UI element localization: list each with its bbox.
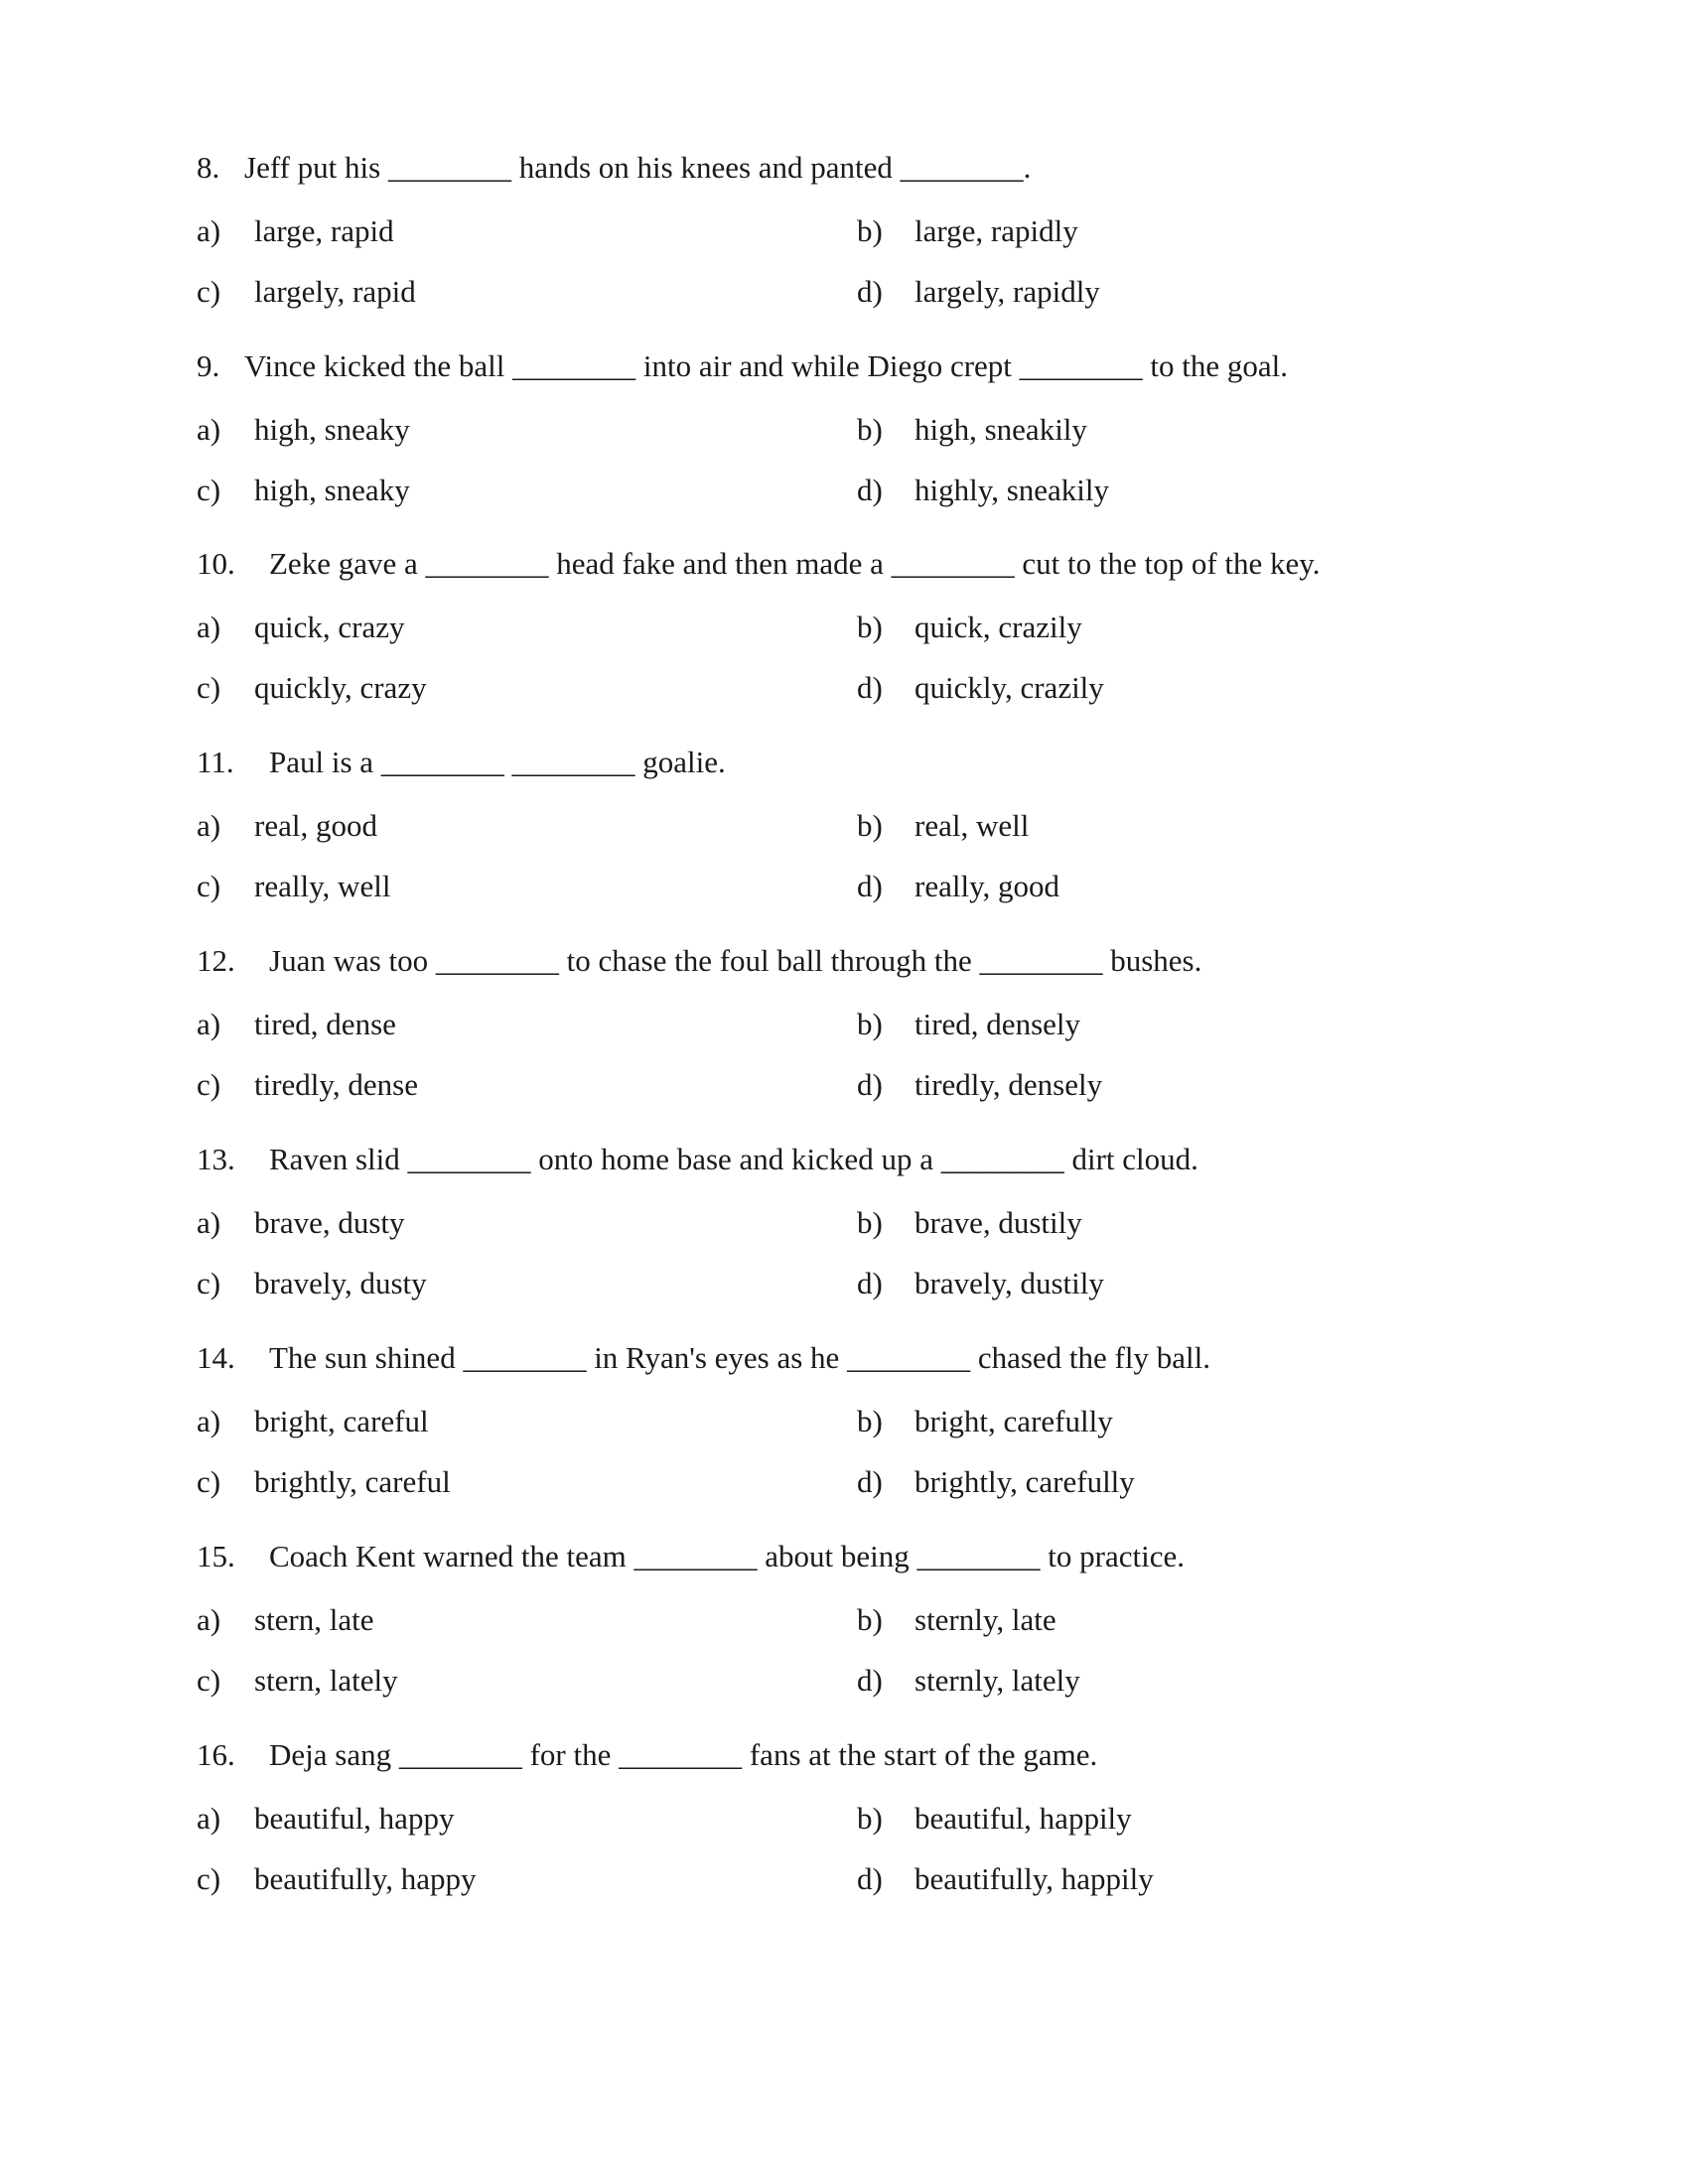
option-letter: c) — [197, 869, 221, 903]
option-c[interactable] — [197, 1462, 451, 1502]
option-b[interactable] — [857, 1005, 1080, 1044]
question-prompt — [197, 544, 1321, 584]
option-text: stern, late — [254, 1602, 374, 1637]
option-text: tired, densely — [914, 1007, 1081, 1041]
option-text: tiredly, densely — [914, 1067, 1103, 1102]
option-text: bright, carefully — [914, 1404, 1113, 1438]
option-text: brightly, carefully — [914, 1464, 1135, 1499]
option-letter: b) — [857, 1007, 883, 1041]
option-letter: d) — [857, 1067, 883, 1102]
question-number: 10. — [197, 546, 235, 581]
option-text: brave, dusty — [254, 1205, 405, 1240]
option-a[interactable] — [197, 608, 404, 647]
option-d[interactable] — [857, 668, 1104, 708]
question-text: Raven slid ________ onto home base and kicked up a ________ dirt cloud. — [269, 1142, 1198, 1176]
question-11 — [197, 743, 1487, 941]
option-letter: b) — [857, 213, 883, 248]
question-prompt — [197, 1735, 1097, 1775]
option-text: brightly, careful — [254, 1464, 451, 1499]
option-d[interactable] — [857, 471, 1109, 510]
option-letter: a) — [197, 1404, 221, 1438]
option-text: tired, dense — [254, 1007, 396, 1041]
option-text: quickly, crazily — [914, 670, 1104, 705]
option-letter: c) — [197, 1861, 221, 1896]
question-prompt — [197, 941, 1201, 981]
option-text: bravely, dustily — [914, 1266, 1104, 1300]
option-b[interactable] — [857, 608, 1082, 647]
option-a[interactable] — [197, 806, 377, 846]
option-a[interactable] — [197, 1005, 396, 1044]
option-d[interactable] — [857, 1661, 1080, 1701]
option-letter: b) — [857, 1404, 883, 1438]
option-letter: c) — [197, 473, 221, 507]
option-c[interactable] — [197, 867, 390, 906]
option-d[interactable] — [857, 867, 1059, 906]
option-text: high, sneakily — [914, 412, 1087, 447]
option-text: highly, sneakily — [914, 473, 1110, 507]
option-text: bright, careful — [254, 1404, 429, 1438]
option-text: quick, crazy — [254, 610, 405, 644]
question-number: 8. — [197, 150, 220, 185]
question-8 — [197, 148, 1487, 346]
option-b[interactable] — [857, 410, 1087, 450]
option-text: high, sneaky — [254, 412, 410, 447]
option-letter: d) — [857, 1464, 883, 1499]
option-letter: b) — [857, 412, 883, 447]
option-d[interactable] — [857, 1859, 1154, 1899]
question-10 — [197, 544, 1487, 743]
option-a[interactable] — [197, 1203, 405, 1243]
option-b[interactable] — [857, 806, 1029, 846]
option-letter: d) — [857, 1663, 883, 1698]
option-letter: d) — [857, 274, 883, 309]
option-text: beautifully, happy — [254, 1861, 477, 1896]
question-12 — [197, 941, 1487, 1140]
question-number: 13. — [197, 1142, 235, 1176]
option-letter: c) — [197, 1663, 221, 1698]
option-a[interactable] — [197, 211, 394, 251]
option-text: real, well — [914, 808, 1030, 843]
question-text: Paul is a ________ ________ goalie. — [269, 745, 726, 779]
question-prompt — [197, 1140, 1198, 1179]
option-letter: c) — [197, 1464, 221, 1499]
option-letter: b) — [857, 610, 883, 644]
question-number: 12. — [197, 943, 235, 978]
question-prompt — [197, 1338, 1210, 1378]
option-c[interactable] — [197, 1859, 477, 1899]
question-number: 14. — [197, 1340, 235, 1375]
option-a[interactable] — [197, 1600, 374, 1640]
option-c[interactable] — [197, 1661, 398, 1701]
option-letter: a) — [197, 808, 221, 843]
option-letter: b) — [857, 1801, 883, 1836]
option-text: bravely, dusty — [254, 1266, 427, 1300]
question-text: Jeff put his ________ hands on his knees and panted ________. — [244, 150, 1032, 185]
option-b[interactable] — [857, 211, 1078, 251]
option-letter: d) — [857, 1266, 883, 1300]
option-letter: b) — [857, 1205, 883, 1240]
question-15 — [197, 1537, 1487, 1735]
question-13 — [197, 1140, 1487, 1338]
question-text: The sun shined ________ in Ryan's eyes as he ________ chased the fly ball. — [269, 1340, 1210, 1375]
option-c[interactable] — [197, 272, 416, 312]
option-text: large, rapidly — [914, 213, 1078, 248]
question-number: 9. — [197, 348, 220, 383]
question-text: Coach Kent warned the team ________ about being ________ to practice. — [269, 1539, 1185, 1573]
option-letter: a) — [197, 1205, 221, 1240]
option-d[interactable] — [857, 272, 1100, 312]
option-a[interactable] — [197, 1799, 454, 1839]
option-letter: b) — [857, 1602, 883, 1637]
option-a[interactable] — [197, 1402, 429, 1441]
question-16 — [197, 1735, 1487, 1934]
option-letter: a) — [197, 1801, 221, 1836]
option-letter: c) — [197, 1266, 221, 1300]
option-text: sternly, late — [914, 1602, 1056, 1637]
question-text: Juan was too ________ to chase the foul ball through the ________ bushes. — [269, 943, 1202, 978]
option-c[interactable] — [197, 1065, 418, 1105]
question-number: 15. — [197, 1539, 235, 1573]
option-b[interactable] — [857, 1799, 1132, 1839]
option-text: high, sneaky — [254, 473, 410, 507]
option-letter: a) — [197, 412, 221, 447]
question-9 — [197, 346, 1487, 545]
option-letter: a) — [197, 213, 221, 248]
option-letter: a) — [197, 1602, 221, 1637]
question-number: 11. — [197, 745, 234, 779]
question-14 — [197, 1338, 1487, 1537]
option-c[interactable] — [197, 668, 427, 708]
option-b[interactable] — [857, 1600, 1056, 1640]
option-d[interactable] — [857, 1065, 1102, 1105]
option-text: real, good — [254, 808, 377, 843]
question-text: Vince kicked the ball ________ into air and while Diego crept ________ to the goal. — [244, 348, 1289, 383]
question-prompt — [197, 148, 1031, 188]
question-text: Zeke gave a ________ head fake and then made a ________ cut to the top of the key. — [269, 546, 1321, 581]
option-d[interactable] — [857, 1462, 1135, 1502]
option-text: quickly, crazy — [254, 670, 427, 705]
option-text: beautiful, happily — [914, 1801, 1132, 1836]
option-text: really, good — [914, 869, 1060, 903]
option-b[interactable] — [857, 1402, 1113, 1441]
option-text: quick, crazily — [914, 610, 1082, 644]
option-d[interactable] — [857, 1264, 1104, 1303]
option-text: beautiful, happy — [254, 1801, 455, 1836]
option-letter: d) — [857, 473, 883, 507]
option-text: largely, rapidly — [914, 274, 1100, 309]
option-letter: c) — [197, 274, 221, 309]
question-prompt — [197, 743, 726, 782]
option-a[interactable] — [197, 410, 410, 450]
option-letter: c) — [197, 1067, 221, 1102]
question-number: 16. — [197, 1737, 235, 1772]
question-prompt — [197, 1537, 1185, 1576]
option-letter: a) — [197, 1007, 221, 1041]
option-text: beautifully, happily — [914, 1861, 1154, 1896]
option-letter: d) — [857, 670, 883, 705]
option-text: brave, dustily — [914, 1205, 1082, 1240]
option-text: largely, rapid — [254, 274, 416, 309]
option-letter: d) — [857, 869, 883, 903]
option-text: large, rapid — [254, 213, 394, 248]
option-text: really, well — [254, 869, 391, 903]
option-text: tiredly, dense — [254, 1067, 418, 1102]
option-text: stern, lately — [254, 1663, 398, 1698]
option-letter: d) — [857, 1861, 883, 1896]
option-c[interactable] — [197, 471, 410, 510]
option-letter: a) — [197, 610, 221, 644]
option-text: sternly, lately — [914, 1663, 1080, 1698]
question-text: Deja sang ________ for the ________ fans at the start of the game. — [269, 1737, 1098, 1772]
option-c[interactable] — [197, 1264, 427, 1303]
question-prompt — [197, 346, 1288, 386]
option-letter: c) — [197, 670, 221, 705]
option-letter: b) — [857, 808, 883, 843]
option-b[interactable] — [857, 1203, 1082, 1243]
